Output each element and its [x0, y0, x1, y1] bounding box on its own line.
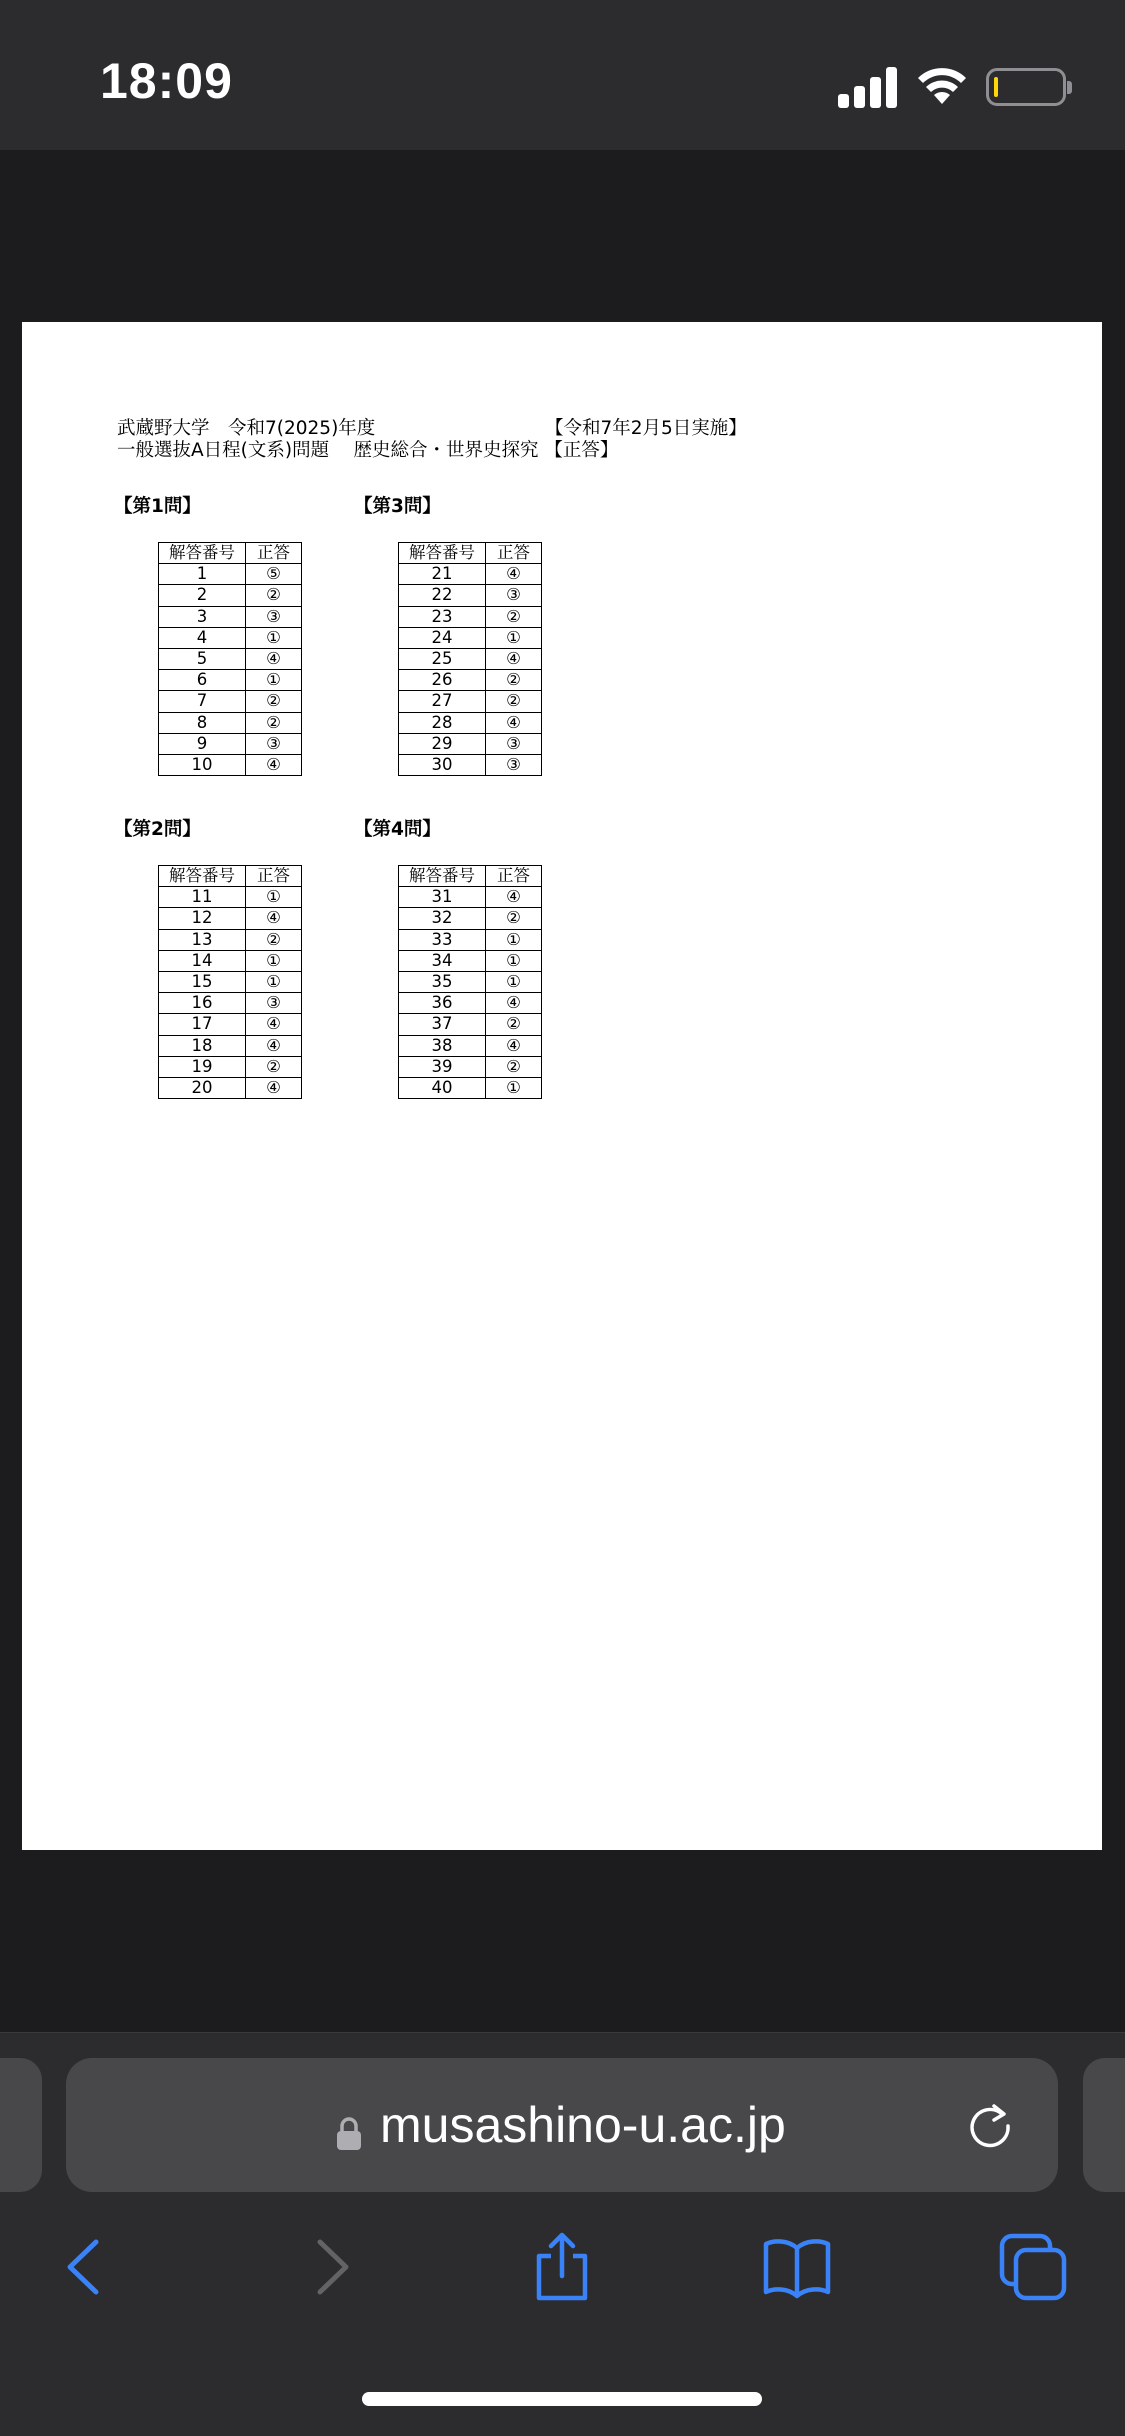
correct-answer: ③	[486, 733, 542, 754]
table-row	[399, 1056, 542, 1077]
section-label-q4: 【第4問】	[354, 819, 441, 840]
answer-number: 10	[159, 754, 246, 775]
correct-answer: ②	[246, 1056, 302, 1077]
answer-number: 37	[399, 1014, 486, 1035]
correct-answer: ③	[486, 585, 542, 606]
answer-number: 11	[159, 887, 246, 908]
correct-answer: ③	[246, 606, 302, 627]
header-title: 武蔵野大学 令和7(2025)年度	[117, 418, 376, 439]
column-header-answer: 正答	[486, 543, 542, 564]
section-label-q2: 【第2問】	[114, 819, 201, 840]
status-bar	[0, 0, 1125, 150]
reload-icon[interactable]	[964, 2100, 1016, 2152]
correct-answer: ①	[246, 971, 302, 992]
correct-answer: ④	[246, 908, 302, 929]
column-header-number: 解答番号	[159, 543, 246, 564]
answer-number: 31	[399, 887, 486, 908]
table-row	[399, 733, 542, 754]
table-row	[159, 733, 302, 754]
table-row	[399, 993, 542, 1014]
answer-number: 30	[399, 754, 486, 775]
answer-number: 1	[159, 564, 246, 585]
table-row	[159, 670, 302, 691]
answer-number: 17	[159, 1014, 246, 1035]
correct-answer: ④	[246, 1035, 302, 1056]
table-row	[159, 1056, 302, 1077]
answer-number: 20	[159, 1077, 246, 1098]
table-row	[159, 1077, 302, 1098]
lock-icon	[334, 2116, 364, 2152]
document-viewer[interactable]	[0, 150, 1125, 2032]
answer-number: 14	[159, 950, 246, 971]
answer-number: 29	[399, 733, 486, 754]
table-row	[399, 1077, 542, 1098]
table-row	[159, 564, 302, 585]
table-row	[399, 754, 542, 775]
correct-answer: ②	[486, 1014, 542, 1035]
header-subtitle: 一般選抜A日程(文系)問題 歴史総合・世界史探究 【正答】	[117, 440, 619, 461]
table-header-row	[159, 543, 302, 564]
answer-number: 2	[159, 585, 246, 606]
answer-number: 23	[399, 606, 486, 627]
correct-answer: ④	[486, 1035, 542, 1056]
correct-answer: ①	[246, 887, 302, 908]
answer-number: 27	[399, 691, 486, 712]
table-row	[399, 627, 542, 648]
chevron-left-icon[interactable]	[52, 2232, 122, 2302]
answer-number: 8	[159, 712, 246, 733]
correct-answer: ①	[486, 971, 542, 992]
table-row	[159, 887, 302, 908]
answer-number: 33	[399, 929, 486, 950]
answer-number: 21	[399, 564, 486, 585]
answer-number: 6	[159, 670, 246, 691]
table-header-row	[399, 866, 542, 887]
table-row	[399, 606, 542, 627]
table-row	[399, 648, 542, 669]
home-indicator[interactable]	[362, 2392, 762, 2406]
answer-number: 9	[159, 733, 246, 754]
answer-number: 12	[159, 908, 246, 929]
correct-answer: ②	[246, 691, 302, 712]
answer-number: 16	[159, 993, 246, 1014]
column-header-answer: 正答	[486, 866, 542, 887]
section-label-q1: 【第1問】	[114, 496, 201, 517]
column-header-number: 解答番号	[159, 866, 246, 887]
correct-answer: ①	[486, 950, 542, 971]
answer-table-q3	[398, 542, 542, 776]
column-header-number: 解答番号	[399, 866, 486, 887]
correct-answer: ④	[486, 887, 542, 908]
column-header-answer: 正答	[246, 543, 302, 564]
correct-answer: ②	[486, 670, 542, 691]
correct-answer: ②	[486, 691, 542, 712]
table-header-row	[399, 543, 542, 564]
table-row	[399, 887, 542, 908]
share-icon[interactable]	[527, 2232, 597, 2302]
table-row	[399, 1014, 542, 1035]
column-header-number: 解答番号	[399, 543, 486, 564]
correct-answer: ④	[486, 712, 542, 733]
table-row	[159, 993, 302, 1014]
correct-answer: ②	[246, 712, 302, 733]
correct-answer: ④	[246, 1077, 302, 1098]
correct-answer: ④	[486, 993, 542, 1014]
toolbar-divider	[0, 2032, 1125, 2033]
answer-number: 13	[159, 929, 246, 950]
answer-number: 4	[159, 627, 246, 648]
correct-answer: ②	[486, 908, 542, 929]
correct-answer: ④	[246, 648, 302, 669]
answer-number: 25	[399, 648, 486, 669]
correct-answer: ③	[246, 733, 302, 754]
table-row	[159, 908, 302, 929]
correct-answer: ④	[486, 564, 542, 585]
address-bar[interactable]	[66, 2058, 1058, 2192]
column-header-answer: 正答	[246, 866, 302, 887]
correct-answer: ①	[486, 929, 542, 950]
answer-number: 24	[399, 627, 486, 648]
correct-answer: ④	[486, 648, 542, 669]
answer-number: 34	[399, 950, 486, 971]
tabs-icon[interactable]	[998, 2232, 1068, 2302]
correct-answer: ②	[246, 585, 302, 606]
book-icon[interactable]	[762, 2232, 832, 2302]
wifi-icon	[915, 60, 969, 106]
correct-answer: ①	[486, 627, 542, 648]
answer-table-q4	[398, 865, 542, 1099]
answer-number: 35	[399, 971, 486, 992]
table-row	[159, 1014, 302, 1035]
answer-number: 19	[159, 1056, 246, 1077]
correct-answer: ③	[486, 754, 542, 775]
correct-answer: ①	[486, 1077, 542, 1098]
answer-number: 3	[159, 606, 246, 627]
url-text: musashino-u.ac.jp	[380, 2097, 786, 2153]
table-row	[399, 1035, 542, 1056]
correct-answer: ④	[246, 1014, 302, 1035]
previous-tab-preview[interactable]	[0, 2058, 42, 2192]
answer-number: 22	[399, 585, 486, 606]
correct-answer: ④	[246, 754, 302, 775]
table-row	[159, 606, 302, 627]
table-row	[159, 648, 302, 669]
table-row	[399, 585, 542, 606]
table-row	[399, 950, 542, 971]
table-row	[399, 908, 542, 929]
answer-number: 7	[159, 691, 246, 712]
table-row	[399, 971, 542, 992]
table-row	[159, 585, 302, 606]
answer-number: 38	[399, 1035, 486, 1056]
answer-number: 28	[399, 712, 486, 733]
correct-answer: ②	[246, 929, 302, 950]
answer-number: 40	[399, 1077, 486, 1098]
cellular-signal-icon	[838, 64, 898, 108]
table-row	[399, 929, 542, 950]
browser-toolbar	[0, 2032, 1125, 2436]
correct-answer: ①	[246, 627, 302, 648]
table-row	[399, 691, 542, 712]
table-row	[159, 971, 302, 992]
pdf-page	[22, 322, 1102, 1850]
battery-icon	[986, 68, 1066, 106]
correct-answer: ⑤	[246, 564, 302, 585]
table-row	[159, 627, 302, 648]
table-header-row	[159, 866, 302, 887]
answer-number: 26	[399, 670, 486, 691]
chevron-right-icon[interactable]	[294, 2232, 364, 2302]
table-row	[159, 1035, 302, 1056]
answer-number: 5	[159, 648, 246, 669]
table-row	[159, 950, 302, 971]
correct-answer: ②	[486, 1056, 542, 1077]
section-label-q3: 【第3問】	[354, 496, 441, 517]
header-date: 【令和7年2月5日実施】	[545, 418, 747, 439]
answer-table-q2	[158, 865, 302, 1099]
correct-answer: ②	[486, 606, 542, 627]
table-row	[399, 564, 542, 585]
table-row	[159, 754, 302, 775]
correct-answer: ①	[246, 670, 302, 691]
correct-answer: ③	[246, 993, 302, 1014]
table-row	[159, 691, 302, 712]
answer-number: 39	[399, 1056, 486, 1077]
answer-number: 32	[399, 908, 486, 929]
table-row	[159, 929, 302, 950]
next-tab-preview[interactable]	[1083, 2058, 1125, 2192]
answer-number: 18	[159, 1035, 246, 1056]
table-row	[399, 670, 542, 691]
correct-answer: ①	[246, 950, 302, 971]
answer-number: 36	[399, 993, 486, 1014]
table-row	[399, 712, 542, 733]
table-row	[159, 712, 302, 733]
answer-number: 15	[159, 971, 246, 992]
status-time: 18:09	[100, 53, 233, 109]
answer-table-q1	[158, 542, 302, 776]
